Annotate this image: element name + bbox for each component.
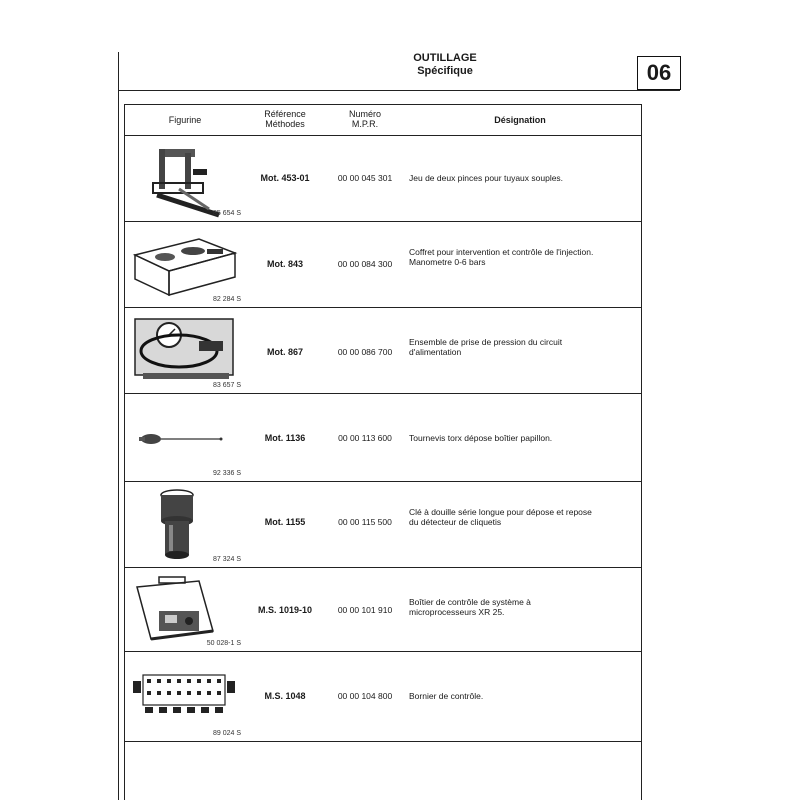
figure-code: 92 336 S <box>212 470 241 477</box>
terminal-block-icon <box>129 655 239 735</box>
numero-cell: 00 00 115 500 <box>338 517 392 527</box>
reference-cell: Mot. 453-01 <box>260 173 310 183</box>
reference-cell: M.S. 1019-10 <box>257 605 313 615</box>
designation-cell: Clé à douille série longue pour dépose et repose du détecteur de cliquetis <box>409 507 592 527</box>
reference-cell: Mot. 1136 <box>264 433 306 443</box>
designation-cell: Coffret pour intervention et contrôle de l'injection. Manometre 0-6 bars <box>409 247 594 267</box>
section-number-box: 06 <box>637 56 681 90</box>
figure-cell <box>129 397 243 479</box>
page-left-border <box>118 52 119 800</box>
figure-cell <box>129 485 243 565</box>
socket-wrench-icon <box>129 485 239 565</box>
reference-cell: Mot. 843 <box>266 259 303 269</box>
designation-cell: Jeu de deux pinces pour tuyaux souples. <box>409 173 564 183</box>
table-row <box>125 135 641 222</box>
table-header <box>125 105 641 136</box>
table-row <box>125 307 641 394</box>
table-row <box>125 393 641 482</box>
figure-cell <box>129 225 243 305</box>
column-header-numero: Numéro M.P.R. <box>348 109 381 129</box>
screwdriver-icon <box>129 397 239 477</box>
numero-cell: 00 00 084 300 <box>337 259 393 269</box>
table-row <box>125 567 641 652</box>
figure-code: 83 657 S <box>212 382 241 389</box>
designation-cell: Ensemble de prise de pression du circuit d'alimentation <box>409 337 563 357</box>
column-header-reference: Référence Méthodes <box>264 109 306 129</box>
table-row <box>125 221 641 308</box>
figure-code: 82 284 S <box>212 296 241 303</box>
designation-cell: Bornier de contrôle. <box>409 691 484 701</box>
pliers-clamp-icon <box>129 139 239 219</box>
designation-cell: Boîtier de contrôle de système à microprocesseurs XR 25. <box>409 597 531 617</box>
figure-cell <box>129 655 243 739</box>
figure-cell <box>129 139 243 219</box>
numero-cell: 00 00 113 600 <box>338 433 392 443</box>
pressure-gauge-kit-icon <box>129 311 239 391</box>
title-line-1: OUTILLAGE <box>413 52 477 64</box>
numero-cell: 00 00 104 800 <box>337 691 393 701</box>
control-case-icon <box>129 571 239 651</box>
figure-code: 87 324 S <box>212 556 241 563</box>
designation-cell: Tournevis torx dépose boîtier papillon. <box>409 433 553 443</box>
table-row <box>125 481 641 568</box>
reference-cell: M.S. 1048 <box>264 691 306 701</box>
figure-code: 50 028-1 S <box>206 640 241 647</box>
numero-cell: 00 00 045 301 <box>337 173 393 183</box>
header-divider <box>118 90 680 91</box>
tools-table <box>124 104 642 800</box>
reference-cell: Mot. 1155 <box>264 517 306 527</box>
figure-code: 85 654 S <box>212 210 241 217</box>
numero-cell: 00 00 086 700 <box>337 347 393 357</box>
title-line-2: Spécifique <box>417 65 473 77</box>
reference-cell: Mot. 867 <box>266 347 303 357</box>
toolbox-icon <box>129 225 239 305</box>
column-header-figurine: Figurine <box>168 115 202 125</box>
document-title <box>370 52 520 78</box>
column-header-designation: Désignation <box>494 115 546 125</box>
figure-code: 89 024 S <box>212 730 241 737</box>
numero-cell: 00 00 101 910 <box>337 605 393 615</box>
figure-cell <box>129 571 243 649</box>
figure-cell <box>129 311 243 391</box>
table-row <box>125 651 641 742</box>
